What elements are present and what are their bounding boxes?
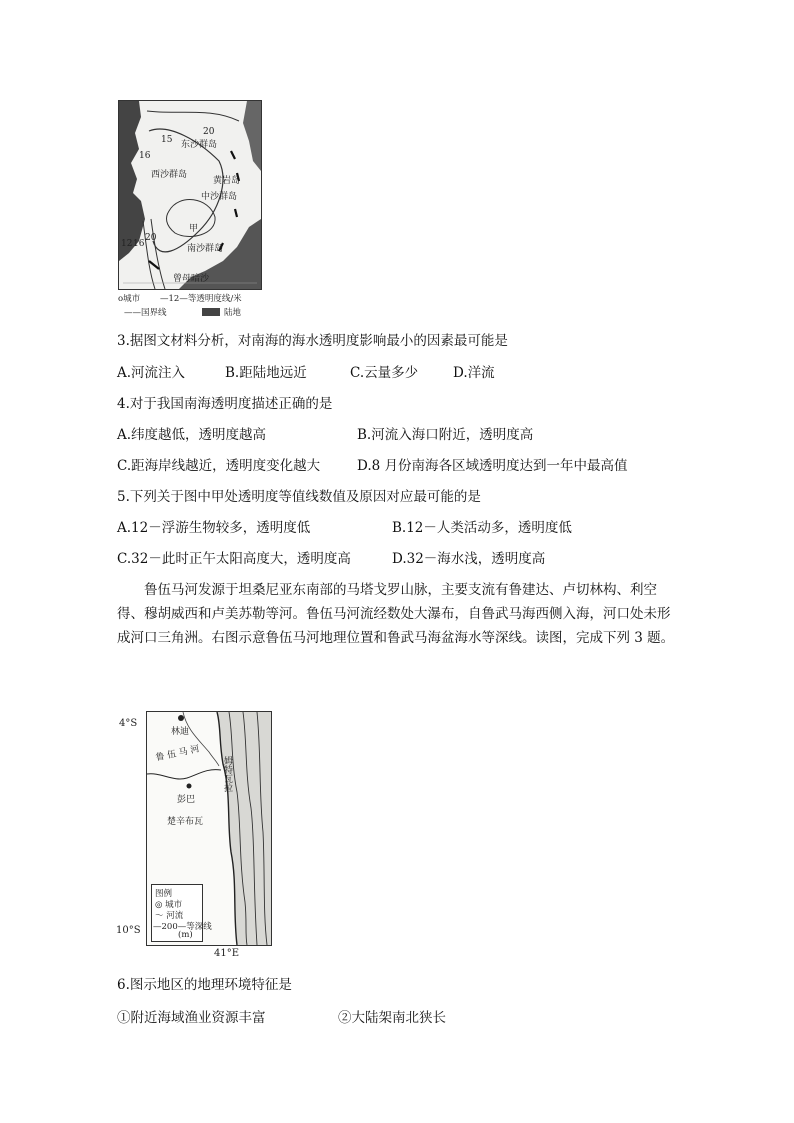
q3-option-a: A.河流注入 (117, 365, 186, 381)
label-15: 15 (161, 135, 173, 145)
label-12: 12 (121, 239, 133, 249)
q4-option-b: B.河流入海口附近，透明度高 (357, 427, 534, 443)
q3-option-c: C.云量多少 (350, 365, 419, 381)
q6-option-2: ②大陆架南北狭长 (338, 1010, 446, 1026)
legend-land: 陆地 (224, 308, 242, 318)
legend-unit: (m) (178, 930, 193, 940)
q5-option-d: D.32－海水浅，透明度高 (392, 551, 546, 567)
label-xisha: 西沙群岛 (151, 170, 188, 180)
ruvuma-river-map (146, 711, 272, 946)
label-lindi: 林迪 (171, 727, 190, 737)
question-6-stem: 6.图示地区的地理环境特征是 (117, 977, 292, 993)
philippines-land (243, 101, 261, 171)
city-dot-lindi (178, 715, 184, 721)
legend-city: o城市 (118, 294, 141, 304)
lat-10s-label: 10°S (116, 925, 141, 936)
label-16-top: 16 (139, 151, 151, 161)
label-nansha: 南沙群岛 (187, 244, 224, 254)
label-20-top: 20 (203, 127, 215, 137)
legend-city-2: ◎ 城市 (155, 900, 183, 910)
label-dongsha: 东沙群岛 (181, 140, 218, 150)
isoline (147, 111, 239, 121)
label-quelimane: 楚辛布瓦 (167, 817, 204, 827)
legend-isobath: —200—等深线 (153, 922, 212, 932)
label-pemba: 彭巴 (177, 795, 196, 805)
lon-41e-label: 41°E (214, 948, 240, 959)
city-dot-inland (187, 784, 192, 789)
reading-passage: 鲁伍马河发源于坦桑尼亚东南部的马塔戈罗山脉，主要支流有鲁建达、卢切林构、利空得、穆胡威西和卢美苏勒等河。鲁伍马河流经数处大瀑布，自鲁武马海西侧入海，河口处未形成河口三角洲。右图示意鲁伍马河地理位置和鲁武马海盆海水等深线。读图，完成下列 3 题。 (117, 582, 675, 646)
map2-legend (151, 884, 212, 942)
label-jia: 甲 (189, 224, 199, 234)
label-zengmu: 曾母暗沙 (173, 274, 210, 284)
mainland-land (119, 101, 145, 261)
label-zhongsha: 中沙群岛 (201, 192, 238, 202)
label-huangyan: 黄岩岛 (213, 176, 241, 186)
q4-option-c: C.距海岸线越近，透明度变化越大 (117, 458, 321, 474)
q6-option-1: ①附近海域渔业资源丰富 (117, 1010, 266, 1026)
question-4-stem: 4.对于我国南海透明度描述正确的是 (117, 396, 333, 412)
q5-option-b: B.12－人类活动多，透明度低 (392, 520, 572, 536)
south-china-sea-map (118, 100, 262, 290)
q5-option-c: C.32－此时正午太阳高度大，透明度高 (117, 551, 351, 567)
legend-title: 图例 (155, 889, 173, 899)
isoline (151, 219, 165, 289)
legend-border: ——国界线 (124, 308, 167, 318)
ruvuma-river (147, 770, 221, 779)
label-20-bottom: 20 (145, 233, 157, 243)
q3-option-d: D.洋流 (453, 365, 495, 381)
q4-option-a: A.纬度越低，透明度越高 (117, 427, 267, 443)
lat-4s-label: 4°S (119, 718, 138, 729)
q4-option-d: D.8 月份南海各区域透明度达到一年中最高值 (357, 458, 628, 474)
q5-option-a: A.12－浮游生物较多，透明度低 (117, 520, 311, 536)
south-china-sea-map-drawing (119, 101, 261, 289)
legend-land-swatch (202, 308, 220, 316)
label-16-bottom: 16 (133, 239, 145, 249)
legend-isoline: —12—等透明度线/米 (160, 294, 242, 304)
q3-option-b: B.距陆地远近 (225, 365, 307, 381)
label-mtwara: 姆特瓦拉 (222, 756, 232, 792)
tributary-river (183, 712, 219, 766)
question-3-stem: 3.据图文材料分析，对南海的海水透明度影响最小的因素最可能是 (117, 333, 508, 349)
legend-river: 〜 河流 (155, 911, 184, 921)
question-5-stem: 5.下列关于图中甲处透明度等值线数值及原因对应最可能的是 (117, 489, 481, 505)
label-river: 鲁 伍 马 河 (154, 744, 201, 764)
